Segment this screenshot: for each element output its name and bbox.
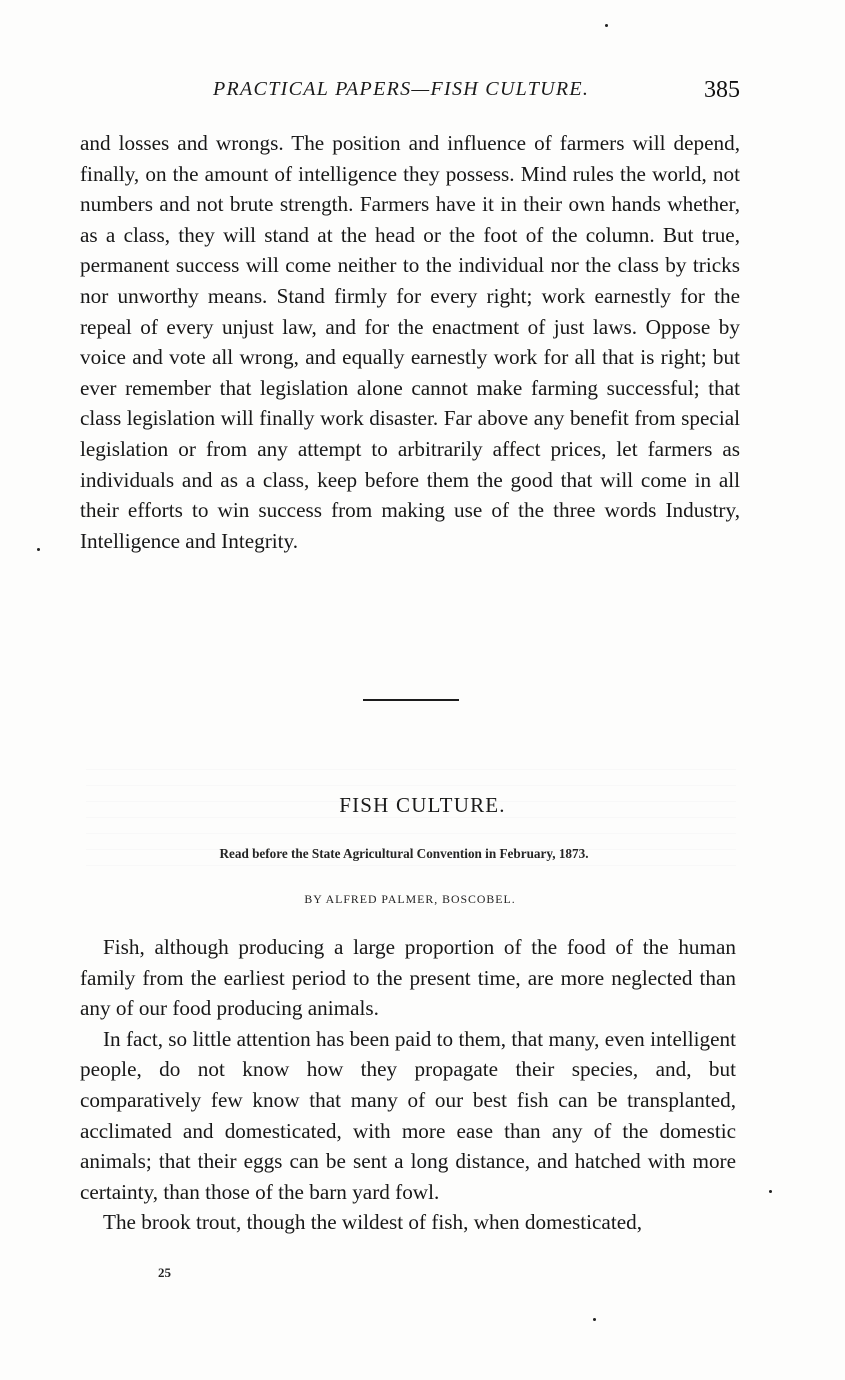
ink-speck [593, 1318, 596, 1321]
running-head [80, 78, 742, 108]
section-divider [363, 699, 459, 701]
page-number: 385 [704, 77, 740, 103]
closing-paragraph: and losses and wrongs. The position and influence of farmers will depend, finally, on the amount of intelligence they possess. Mind rules the world, not numbers and not brute strength. Farmers have it in their own hands whether, as a class, they will stand at the head or the foot of the column. But true, permanent success will come neither to the individual nor the class by tricks nor unworthy means. Stand firmly for every right; work earnestly for the repeal of every unjust law, and for the enactment of just laws. Oppose by voice and vote all wrong, and equally earnestly work for all that is right; but ever remember that legislation alone cannot make farming successful; that class legislation will finally work disaster. Far above any benefit from special legislation or from any attempt to arbitrarily affect prices, let farmers as individuals and as a class, keep before them the good that will come in all their efforts to win success from making use of the three words Industry, Intelligence and Integrity. [80, 131, 740, 553]
ink-speck [769, 1190, 772, 1193]
article-paragraph-2: In fact, so little attention has been paid to them, that many, even intelligent people, do not know how they propagate their species, and, but comparatively few know that many of our best fish can be transplanted, acclimated and domesticated, with more ease than any of the domestic animals; that their eggs can be sent a long distance, and hatched with more certainty, than those of the barn yard fowl. [80, 1026, 736, 1204]
article-paragraph-1: Fish, although producing a large proportion of the food of the human family from the earliest period to the present time, are more neglected than any of our food producing animals. [80, 935, 736, 1021]
running-title: PRACTICAL PAPERS—FISH CULTURE. [213, 78, 590, 100]
article-byline: BY ALFRED PALMER, BOSCOBEL. [304, 892, 516, 906]
article-title: FISH CULTURE. [339, 793, 506, 817]
article-paragraph-3: The brook trout, though the wildest of fish, when domesticated, [103, 1210, 642, 1235]
article-subtitle: Read before the State Agricultural Convention in February, 1873. [219, 846, 589, 861]
ink-speck [37, 548, 40, 551]
ink-speck [605, 24, 608, 27]
signature-mark: 25 [158, 1265, 171, 1280]
article-body [80, 932, 736, 1238]
